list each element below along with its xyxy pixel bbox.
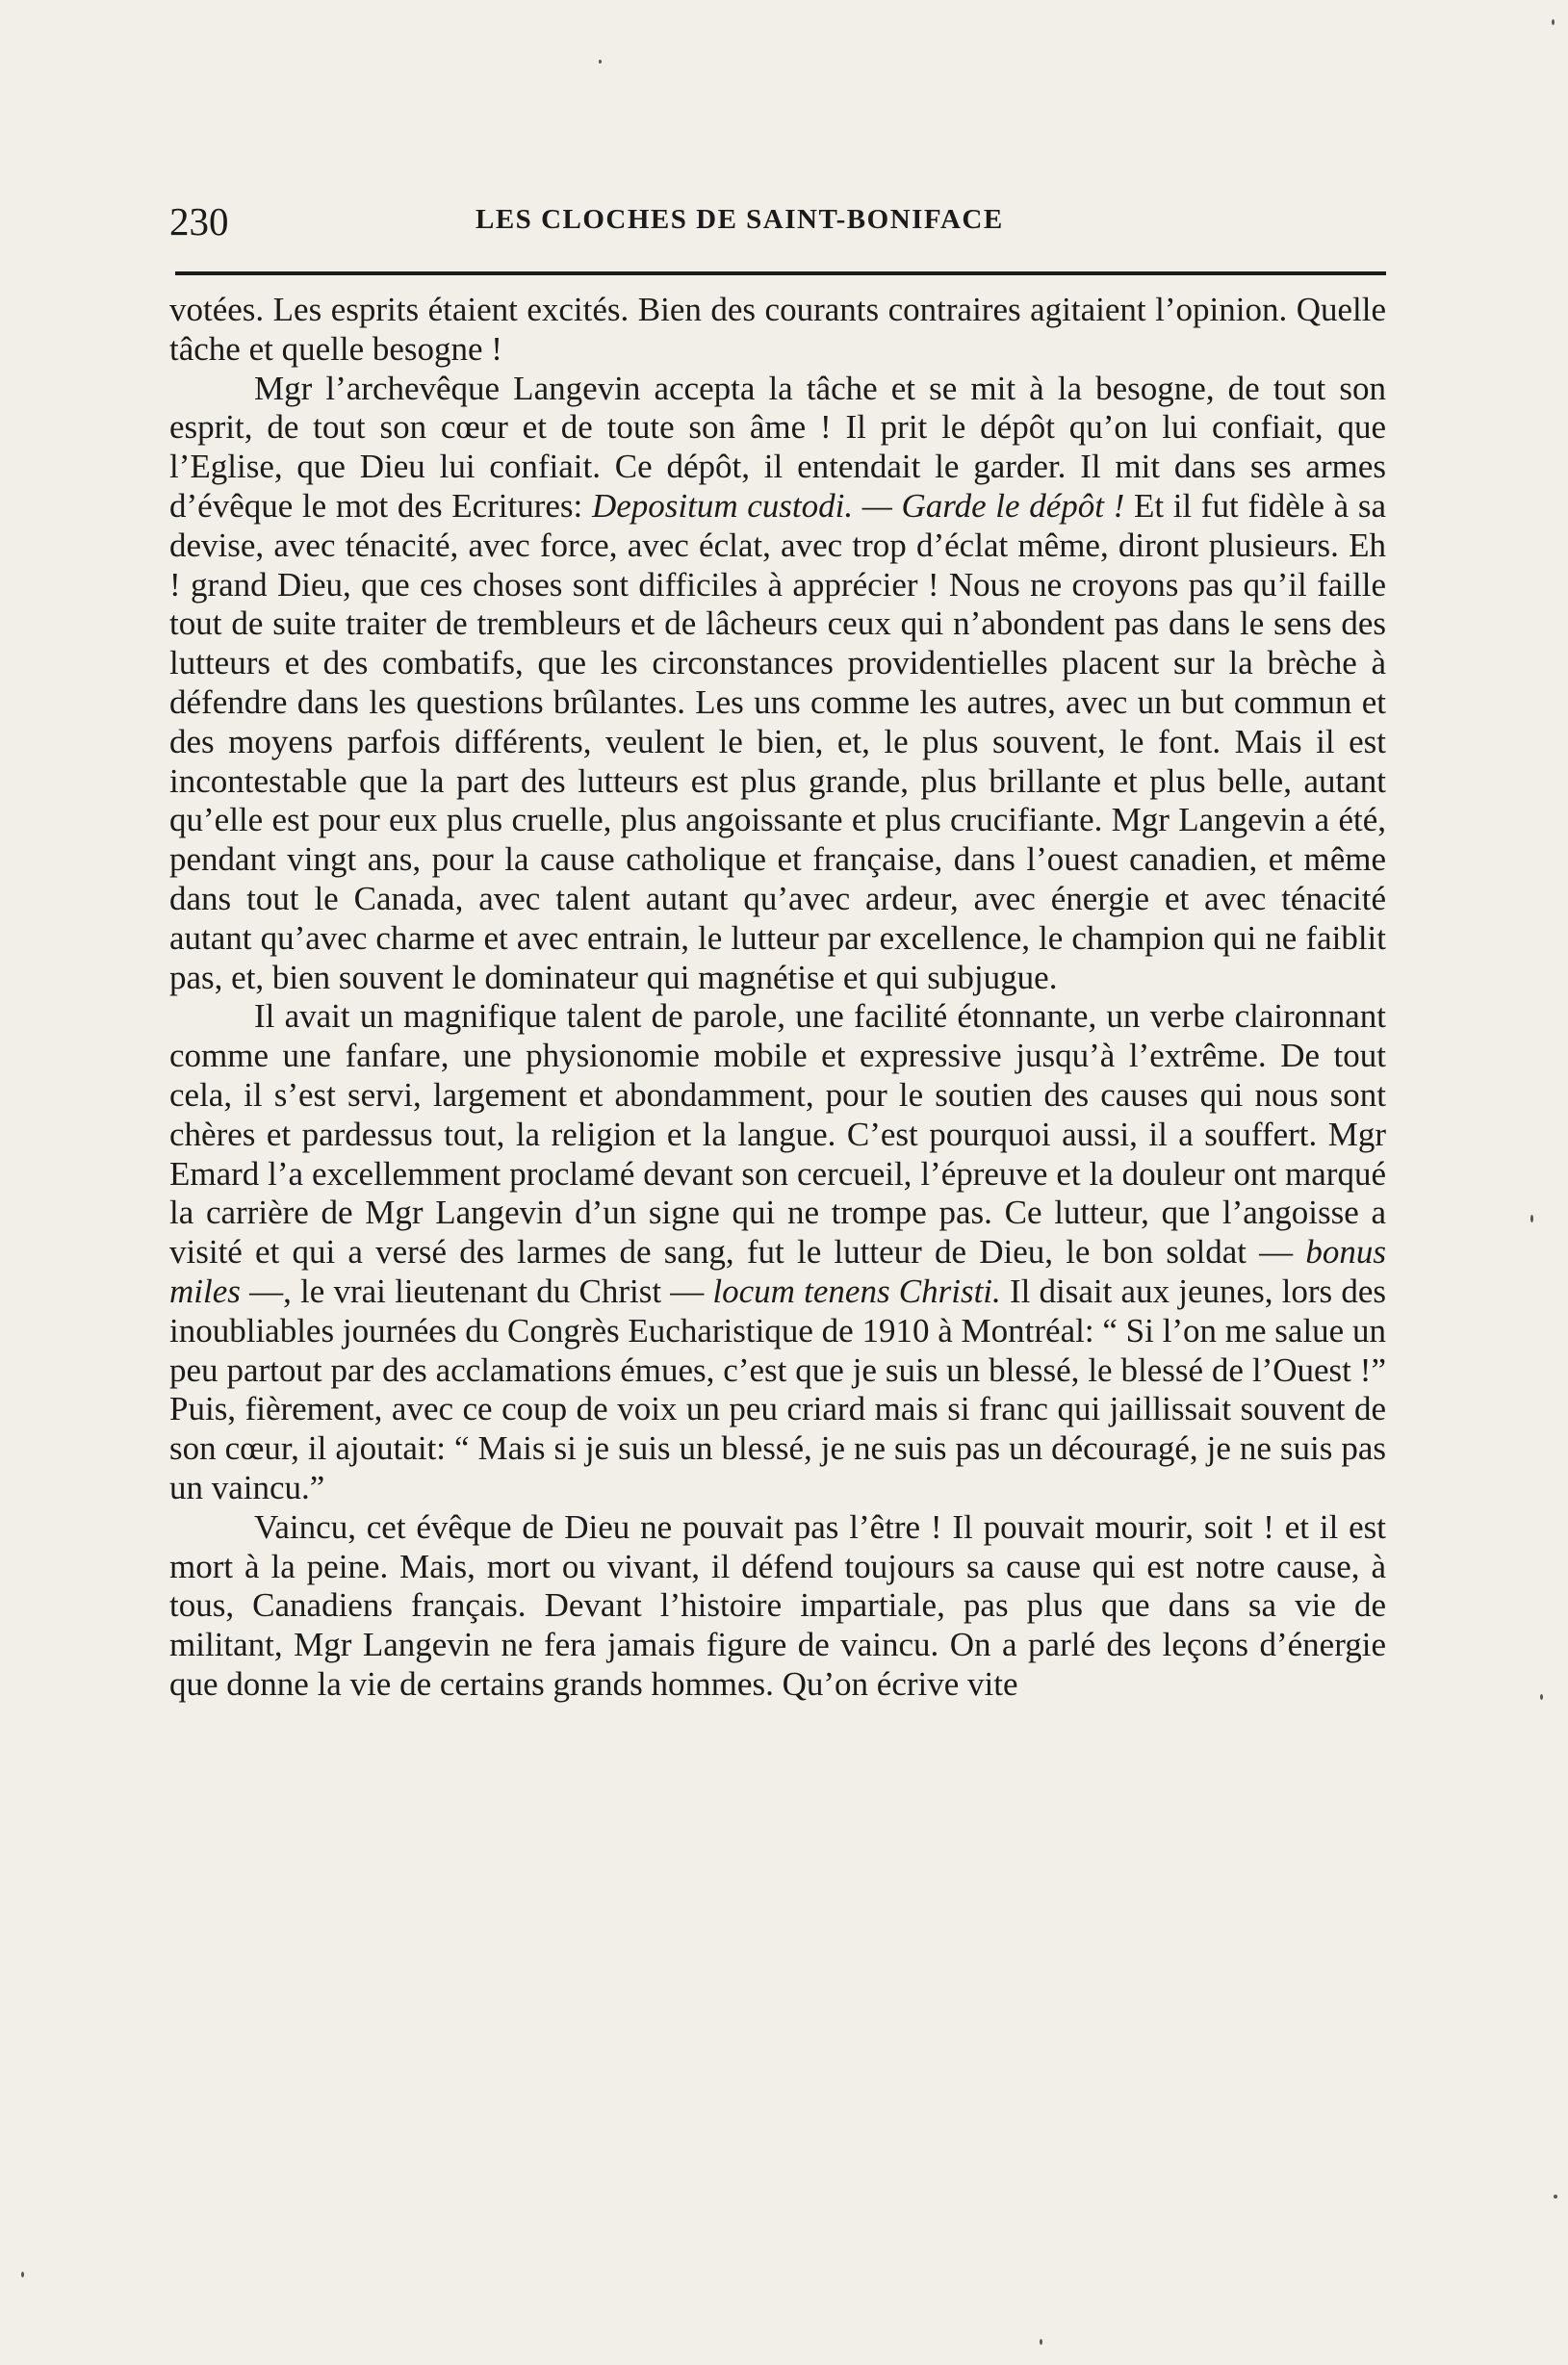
scan-speck (1554, 2195, 1557, 2198)
paragraph (169, 291, 1386, 370)
scan-speck (1040, 2339, 1042, 2345)
italic-latin: locum tenens Christi. (712, 1272, 1001, 1310)
paragraph (169, 997, 1386, 1507)
running-title: LES CLOCHES DE SAINT-BONIFACE (476, 204, 1004, 235)
paragraph (169, 1508, 1386, 1705)
page-number: 230 (169, 199, 229, 244)
text-run: Mgr l’archevêque Langevin accepta la tâche et se mit à la besogne, de tout son esprit, de tout son cœur et de toute son âme ! Il prit le dépôt qu’on lui confiait, que l’Eglise, que Dieu lui confiait. Ce dépôt, il entendait le garder. Il mit dans ses armes d’évêque le mot des Ecritures: (169, 369, 1386, 525)
paragraph (169, 370, 1386, 998)
body-text (169, 291, 1386, 1705)
scan-speck (1530, 1215, 1533, 1222)
text-run: Et il fut fidèle à sa devise, avec ténacité, avec force, avec éclat, avec trop d’éclat même, diront plusieurs. Eh ! grand Dieu, que ces choses sont difficiles à apprécier ! Nous ne croyons pas qu’il faille tout de suite traiter de trembleurs et de lâcheurs ceux qui n’abondent pas dans le sens des lutteurs et des combatifs, que les circonstances providentielles placent sur la brèche à défendre dans les questions brûlantes. Les uns comme les autres, avec un but commun et des moyens parfois différents, veulent le bien, et, le plus souvent, le font. Mais il est incontestable que la part des lutteurs est plus grande, plus brillante et plus belle, autant qu’elle est pour eux plus cruelle, plus angoissante et plus crucifiante. Mgr Langevin a été, pendant vingt ans, pour la cause catholique et française, dans l’ouest canadien, et même dans tout le Canada, avec talent autant qu’avec ardeur, avec énergie et avec ténacité autant qu’avec charme et avec entrain, le lutteur par excellence, le champion qui ne faiblit pas, et, bien souvent le dominateur qui magnétise et qui subjugue. (169, 486, 1387, 996)
scan-speck (21, 2272, 24, 2277)
text-run: Il avait un magnifique talent de parole, une facilité étonnante, un verbe claironnant comme une fanfare, une physionomie mobile et expressive jusqu’à l’extrême. De tout cela, il s’est servi, largement et abondamment, pour le soutien des causes qui nous sont chères et pardessus tout, la religion et la langue. C’est pourquoi aussi, il a souffert. Mgr Emard l’a excellemment proclamé devant son cercueil, l’épreuve et la douleur ont marqué la carrière de Mgr Langevin d’un signe qui ne trompe pas. Ce lutteur, que l’angoisse a visité et qui a versé des larmes de sang, fut le lutteur de Dieu, le bon soldat — (169, 997, 1386, 1272)
text-run: Il disait aux jeunes, lors des inoubliables journées du Congrès Eucharistique de 1910 à Montréal: “ Si l’on me salue un peu partout par des acclamations émues, c’est que je suis un blessé, le blessé de l’Ouest !” Puis, fièrement, avec ce coup de voix un peu criard mais si franc qui jaillissait souvent de son cœur, il ajoutait: “ Mais si je suis un blessé, je ne suis pas un découragé, je ne suis pas un vaincu.” (169, 1272, 1386, 1506)
text-run: votées. Les esprits étaient excités. Bien des courants contraires agitaient l’opinion. Quelle tâche et quelle besogne ! (169, 291, 1386, 368)
text-run: Vaincu, cet évêque de Dieu ne pouvait pas l’être ! Il pouvait mourir, soit ! et il est mort à la peine. Mais, mort ou vivant, il défend toujours sa cause qui est notre cause, à tous, Canadiens français. Devant l’histoire impartiale, pas plus que dans sa vie de militant, Mgr Langevin ne fera jamais figure de vaincu. On a parlé des leçons d’énergie que donne la vie de certains grands hommes. Qu’on écrive vite (169, 1507, 1386, 1703)
page-header (169, 193, 1384, 250)
scan-speck (599, 60, 602, 64)
scan-speck (1552, 19, 1555, 25)
italic-motto: Depositum custodi. — Garde le dépôt ! (591, 486, 1125, 525)
text-run: —, le vrai lieutenant du Christ — (240, 1272, 713, 1310)
scan-speck (1540, 1694, 1543, 1700)
header-rule (175, 271, 1386, 275)
italic-latin: bonus miles (169, 1233, 1386, 1310)
